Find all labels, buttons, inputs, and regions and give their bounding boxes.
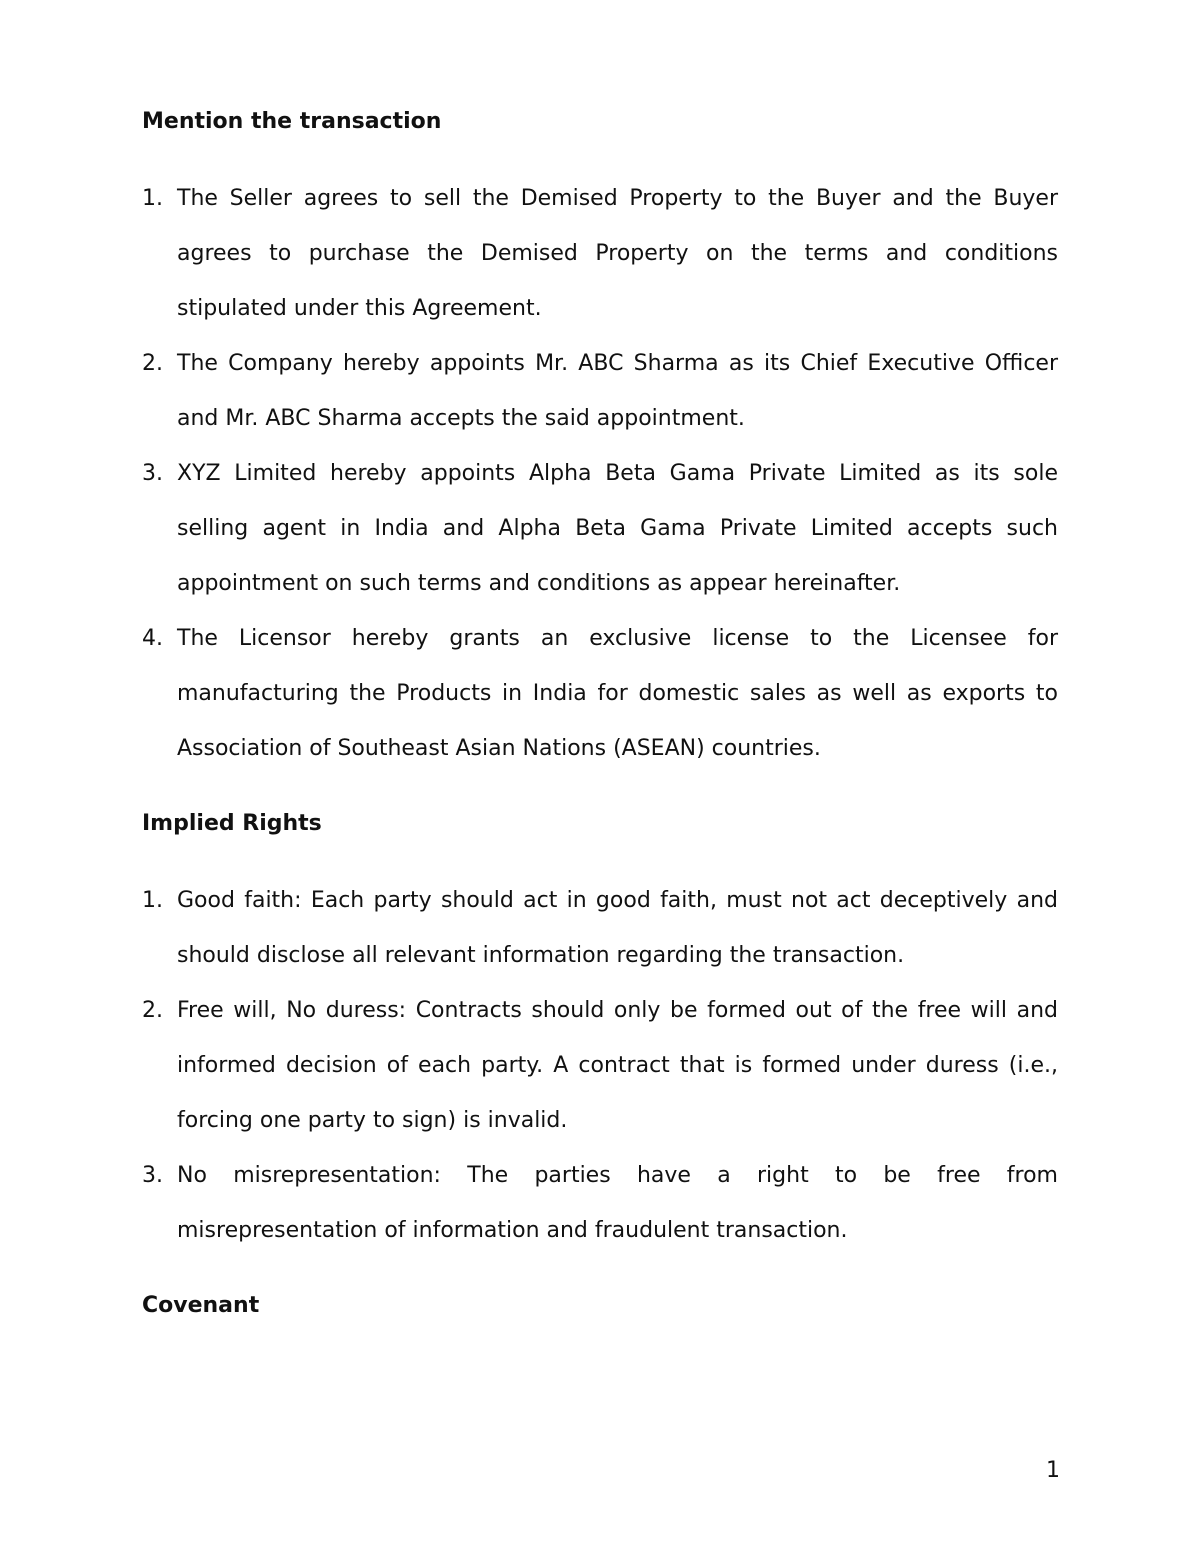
list-number: 4. [142,626,163,651]
numbered-list [142,171,1058,776]
list-item [142,171,1058,336]
page-number: 1 [1046,1458,1060,1483]
section-heading: Covenant [142,1293,260,1318]
section-covenant [142,1288,1058,1324]
document-body [142,104,1058,1324]
list-number: 1. [142,888,163,913]
list-item-text: The Company hereby appoints Mr. ABC Sharma as its Chief Executive Officer and Mr. ABC Sharma accepts the said appointment. [177,351,1058,431]
list-item [142,336,1058,446]
list-item-text: The Seller agrees to sell the Demised Property to the Buyer and the Buyer agrees to purchase the Demised Property on the terms and conditions stipulated under this Agreement. [177,186,1058,321]
list-item-text: The Licensor hereby grants an exclusive license to the Licensee for manufacturing the Products in India for domestic sales as well as exports to Association of Southeast Asian Nations (ASEAN) countries. [177,626,1058,761]
section-mention-transaction [142,104,1058,776]
list-number: 3. [142,1163,163,1188]
list-number: 1. [142,186,163,211]
list-item-text: XYZ Limited hereby appoints Alpha Beta Gama Private Limited as its sole selling agent in India and Alpha Beta Gama Private Limited accepts such appointment on such terms and conditions as appear hereinafter. [177,461,1058,596]
list-item-text: Good faith: Each party should act in good faith, must not act deceptively and should disclose all relevant information regarding the transaction. [177,888,1058,968]
section-heading: Implied Rights [142,811,322,836]
list-item [142,446,1058,611]
numbered-list [142,873,1058,1258]
list-number: 2. [142,351,163,376]
section-heading: Mention the transaction [142,109,442,134]
list-item [142,611,1058,776]
section-implied-rights [142,806,1058,1258]
list-item [142,983,1058,1148]
list-item-text: Free will, No duress: Contracts should only be formed out of the free will and informed decision of each party. A contract that is formed under duress (i.e., forcing one party to sign) is invalid. [177,998,1058,1133]
list-number: 3. [142,461,163,486]
list-item [142,1148,1058,1258]
list-item [142,873,1058,983]
list-item-text: No misrepresentation: The parties have a right to be free from misrepresentation of information and fraudulent transaction. [177,1163,1058,1243]
list-number: 2. [142,998,163,1023]
